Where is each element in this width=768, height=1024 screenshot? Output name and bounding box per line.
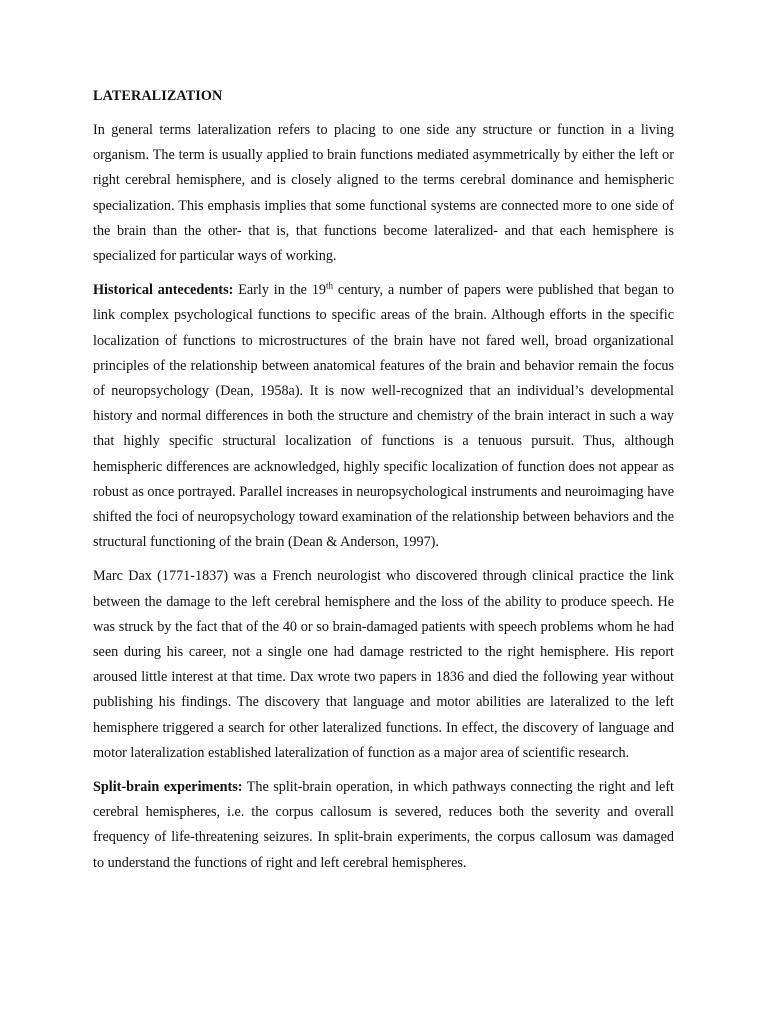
- paragraph-historical-text-a: Early in the 19: [233, 282, 327, 299]
- document-page: [93, 86, 674, 885]
- paragraph-historical-antecedents: [93, 278, 674, 555]
- document-title: LATERALIZATION: [93, 88, 223, 104]
- paragraph-intro: [93, 118, 674, 269]
- heading-split-brain: Split-brain experiments:: [93, 779, 243, 796]
- superscript-th: th: [326, 280, 334, 291]
- heading-historical-antecedents: Historical antecedents:: [93, 282, 234, 299]
- paragraph-split-brain: [93, 775, 674, 876]
- paragraph-intro-text: In general terms lateralization refers to placing to one side any structure or function in a living organism. The term is usually applied to brain functions mediated asymmetrically by either the left or right cerebral hemisphere, and is closely aligned to the terms cerebral dominance and hemispheric specialization. This emphasis implies that some functional systems are connected more to one side of the brain than the other- that is, that functions become lateralized- and that each hemisphere is specialized for particular ways of working.: [93, 122, 674, 265]
- paragraph-marc-dax: [93, 564, 674, 766]
- paragraph-marc-dax-text: Marc Dax (1771-1837) was a French neurologist who discovered through clinical practice the link between the damage to the left cerebral hemisphere and the loss of the ability to produce speech. He was struck by the fact that of the 40 or so brain-damaged patients with speech problems whom he had seen during his career, not a single one had damage restricted to the right hemisphere. His report aroused little interest at that time. Dax wrote two papers in 1836 and died the following year without publishing his findings. The discovery that language and motor abilities are lateralized to the left hemisphere triggered a search for other lateralized functions. In effect, the discovery of language and motor lateralization established lateralization of function as a major area of scientific research.: [93, 568, 674, 761]
- paragraph-historical-text-b: century, a number of papers were published that began to link complex psychological functions to specific areas of the brain. Although efforts in the specific localization of functions to microstructures of the brain have not fared well, broad organizational principles of the relationship between anatomical features of the brain and behavior remain the focus of neuropsychology (Dean, 1958a). It is now well-recognized that an individual’s developmental history and normal differences in both the structure and chemistry of the brain interact in such a way that highly specific structural localization of functions is a tenuous pursuit. Thus, although hemispheric differences are acknowledged, highly specific localization of function does not appear as robust as once portrayed. Parallel increases in neuropsychological instruments and neuroimaging have shifted the foci of neuropsychology toward examination of the relationship between behaviors and the structural functioning of the brain (Dean & Anderson, 1997).: [93, 282, 674, 551]
- paragraph-split-brain-text: The split-brain operation, in which pathways connecting the right and left cerebral hemispheres, i.e. the corpus callosum is severed, reduces both the severity and overall frequency of life-threatening seizures. In split-brain experiments, the corpus callosum was damaged to understand the functions of right and left cerebral hemispheres.: [93, 779, 674, 871]
